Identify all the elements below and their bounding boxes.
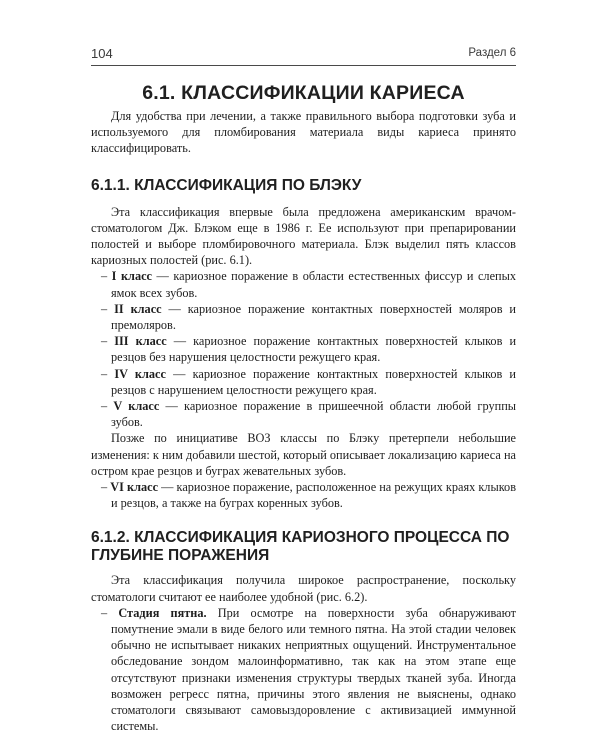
- list-item: – Стадия пятна. При осмотре на поверхности зуба обнаруживают помутнение эмали в виде белого или темного пятна. На этой стадии человек обычно не испытывает никаких неприятных ощущений. Инструментальное обследование зондом малоинформативно, так как на этом этапе еще отсутствуют признаки изменения структуры твердых тканей зуба. Иногда возможен регресс пятна, причины этого явления не выяснены, однако стоматологи связывают самовыздоровление с активизацией иммунной системы.: [101, 605, 516, 734]
- chapter-title: 6.1. КЛАССИФИКАЦИИ КАРИЕСА: [142, 82, 465, 104]
- list-item: – I класс — кариозное поражение в области естественных фиссур и слепых ямок всех зубов.: [101, 269, 517, 300]
- class-term: IV класс: [114, 366, 166, 381]
- class-term: VI класс: [110, 480, 159, 495]
- list-item: – II класс — кариозное поражение контактных поверхностей моляров и премоляров.: [101, 301, 517, 333]
- class-description: кариозное поражение контактных поверхностей клыков и резцов без нарушения целостности режущего края.: [111, 334, 517, 365]
- class-description: кариозное поражение, расположенное на режущих краях клыков и резцов, а также на буграх коренных зубов.: [111, 480, 517, 511]
- class-description: кариозное поражение контактных поверхностей клыков и резцов с нарушением целостности режущего края.: [111, 366, 517, 397]
- class-description: кариозное поражение контактных поверхностей моляров и премоляров.: [111, 301, 517, 333]
- class-description: кариозное поражение в пришеечной области любой группы зубов.: [111, 399, 517, 430]
- section-heading-blake: 6.1.1. КЛАССИФИКАЦИЯ ПО БЛЭКУ: [91, 176, 362, 194]
- page-content: [91, 108, 516, 735]
- who-paragraph: Позже по инициативе ВОЗ классы по Блэку претерпели небольшие изменения: к ним добавили шестой, который описывает локализацию кариеса на остром крае резцов и буграх жевательных зубов.: [91, 431, 516, 478]
- stage-description: При осмотре на поверхности зуба обнаруживают помутнение эмали в виде белого или темного пятна. На этой стадии человек обычно не испытывает никаких неприятных ощущений. Инструментальное обследование зондом малоинформативно, так как на этом этапе еще отсутствуют признаки изменения структуры твердых тканей зуба. Иногда возможен регресс пятна, причины этого явления не выяснены, однако стоматологи связывают самовыздоровление с активизацией иммунной системы.: [111, 605, 516, 734]
- depth-stage-list: [91, 605, 516, 735]
- list-item: – VI класс — кариозное поражение, расположенное на режущих краях клыков и резцов, а также на буграх коренных зубов.: [101, 480, 517, 511]
- page-number: 104: [91, 46, 113, 61]
- intro-paragraph: Для удобства при лечении, а также правильного выбора подготовки зуба и используемого для пломбирования материала виды кариеса принято классифицировать.: [91, 109, 516, 156]
- list-item: – V класс — кариозное поражение в пришеечной области любой группы зубов.: [101, 399, 517, 430]
- running-header: [91, 45, 516, 66]
- stage-term: Стадия пятна.: [118, 605, 207, 620]
- section-label: Раздел 6: [468, 47, 516, 59]
- list-item: – III класс — кариозное поражение контактных поверхностей клыков и резцов без нарушения целостности режущего края.: [101, 334, 517, 365]
- class-description: кариозное поражение в области естественных фиссур и слепых ямок всех зубов.: [111, 269, 517, 300]
- depth-paragraph: Эта классификация получила широкое распространение, поскольку стоматологи считают ее наиболее удобной (рис. 6.2).: [91, 573, 516, 604]
- class-term: V класс: [113, 399, 160, 414]
- who-class-list: [91, 479, 516, 511]
- blake-class-list: [91, 268, 516, 430]
- class-term: III класс: [114, 334, 167, 349]
- list-item: – IV класс — кариозное поражение контактных поверхностей клыков и резцов с нарушением целостности режущего края.: [101, 366, 517, 397]
- blake-paragraph: Эта классификация впервые была предложена американским врачом-стоматологом Дж. Блэком еще в 1986 г. Ее используют при препарировании полостей и выборе пломбировочного материала. Блэк выделил пять классов кариозных полостей (рис. 6.1).: [91, 204, 516, 268]
- class-term: I класс: [111, 269, 153, 284]
- section-heading-depth: 6.1.2. КЛАССИФИКАЦИЯ КАРИОЗНОГО ПРОЦЕССА ПО ГЛУБИНЕ ПОРАЖЕНИЯ: [91, 529, 510, 565]
- class-term: II класс: [114, 301, 162, 316]
